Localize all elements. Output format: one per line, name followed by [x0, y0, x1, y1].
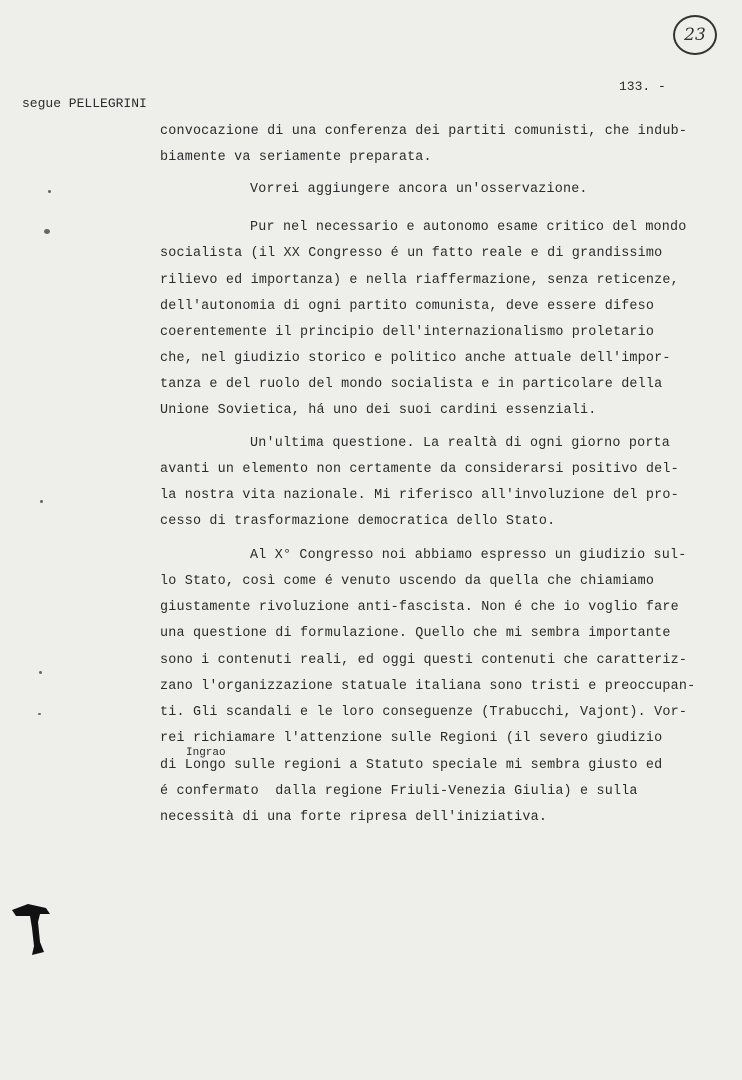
text-line: Al X° Congresso noi abbiamo espresso un giudizio sul- [250, 548, 687, 563]
text-line: la nostra vita nazionale. Mi riferisco all'involuzione del pro- [160, 488, 679, 503]
text-line: ti. Gli scandali e le loro conseguenze (Trabucchi, Vajont). Vor- [160, 705, 688, 720]
scan-speck [48, 190, 51, 193]
scan-speck [40, 500, 43, 503]
text-line: zano l'organizzazione statuale italiana sono tristi e preoccupan- [160, 679, 696, 694]
text-line: Unione Sovietica, há uno dei suoi cardini essenziali. [160, 403, 597, 418]
text-line: biamente va seriamente preparata. [160, 150, 432, 165]
text-line: di Longo sulle regioni a Statuto speciale mi sembra giusto ed [160, 758, 663, 773]
text-line: é confermato dalla regione Friuli-Venezia Giulia) e sulla [160, 784, 638, 799]
text-line: Un'ultima questione. La realtà di ogni giorno porta [250, 436, 671, 451]
speaker-label: segue PELLEGRINI [22, 96, 147, 111]
text-line: convocazione di una conferenza dei partiti comunisti, che indub- [160, 124, 688, 139]
scan-speck [44, 229, 50, 234]
text-line: cesso di trasformazione democratica dello Stato. [160, 514, 556, 529]
binder-clip-shadow [10, 902, 52, 957]
scan-speck [38, 713, 41, 715]
text-line: rilievo ed importanza) e nella riaffermazione, senza reticenze, [160, 273, 679, 288]
text-line: lo Stato, così come é venuto uscendo da quella che chiamiamo [160, 574, 655, 589]
text-line: tanza e del ruolo del mondo socialista e in particolare della [160, 377, 663, 392]
page-stamp: 23 [673, 15, 717, 55]
text-line: coerentemente il principio dell'internazionalismo proletario [160, 325, 655, 340]
handwritten-correction: Ingrao [186, 747, 226, 759]
text-line: Vorrei aggiungere ancora un'osservazione. [250, 182, 588, 197]
text-line: avanti un elemento non certamente da considerarsi positivo del- [160, 462, 679, 477]
text-line: giustamente rivoluzione anti-fascista. Non é che io voglio fare [160, 600, 679, 615]
text-line: rei richiamare l'attenzione sulle Regioni (il severo giudizio [160, 731, 663, 746]
text-line: necessità di una forte ripresa dell'iniziativa. [160, 810, 548, 825]
text-line: Pur nel necessario e autonomo esame critico del mondo [250, 220, 687, 235]
scan-speck [39, 671, 42, 674]
text-line: che, nel giudizio storico e politico anche attuale dell'impor- [160, 351, 671, 366]
text-line: una questione di formulazione. Quello che mi sembra importante [160, 626, 671, 641]
page-number: 133. - [619, 79, 666, 94]
text-line: dell'autonomia di ogni partito comunista, deve essere difeso [160, 299, 655, 314]
text-line: socialista (il XX Congresso é un fatto reale e di grandissimo [160, 246, 663, 261]
text-line: sono i contenuti reali, ed oggi questi contenuti che caratteriz- [160, 653, 688, 668]
